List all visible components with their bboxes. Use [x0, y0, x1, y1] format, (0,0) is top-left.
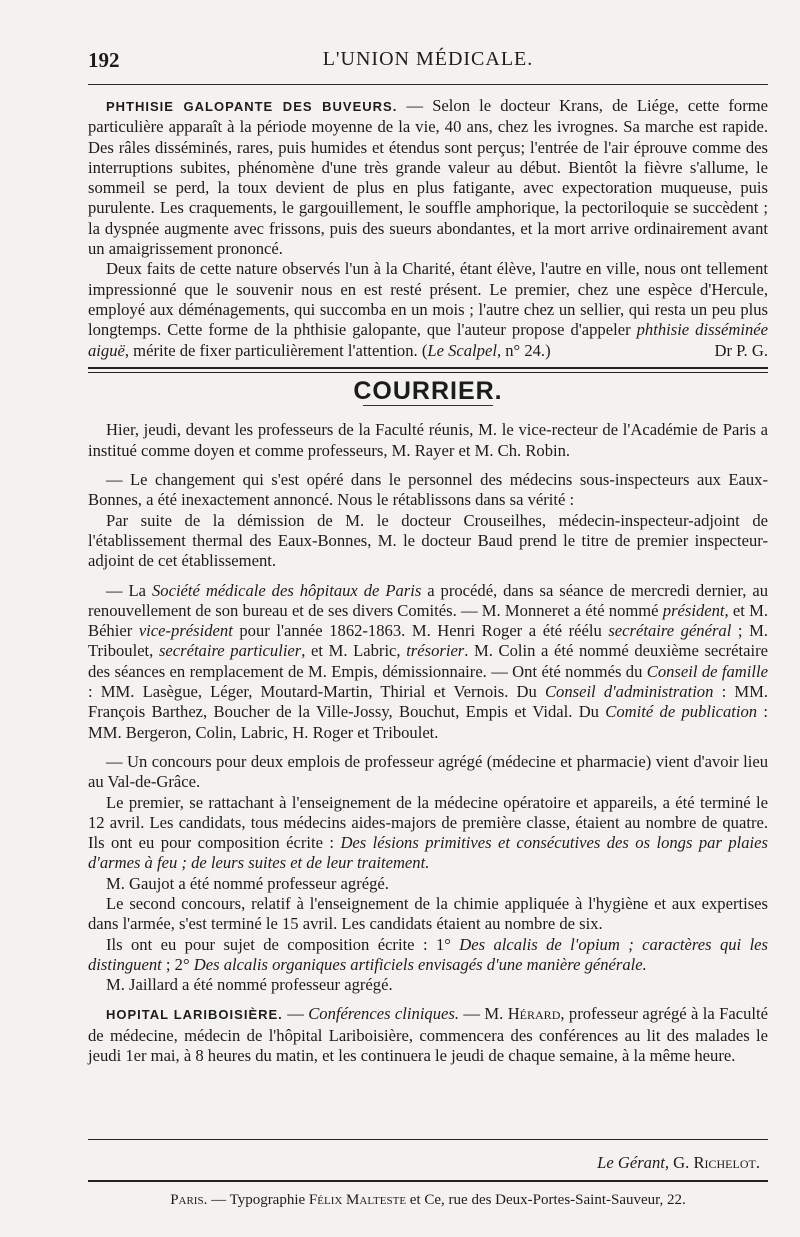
imprint-line: Paris. — Typographie Félix Malteste et Ce, rue des Deux-Portes-Saint-Sauveur, 22.	[170, 1192, 686, 1208]
imprint-rule	[88, 1180, 768, 1182]
courrier-p9: Ils ont eu pour sujet de composition écrite : 1° Des alcalis de l'opium ; caractères qui les distinguent ; 2° Des alcalis organiques artificiels envisagés d'une manière générale.	[88, 934, 769, 974]
courrier-p11: HOPITAL LARIBOISIÈRE. — Conférences cliniques. — M. Hérard, professeur agrégé à la Faculté de médecine, médecin de l'hôpital Lariboisière, commencera des conférences au lit des malades le jeudi 1er mai, à 8 heures du matin, et les continuera le jeudi de chaque semaine, à la même heure.	[88, 1004, 769, 1066]
page-number: 192	[88, 48, 120, 72]
article-heading: PHTHISIE GALOPANTE DES BUVEURS.	[106, 99, 398, 114]
gerant-signature: Le Gérant, G. Richelot.	[597, 1153, 760, 1172]
courrier-p7: M. Gaujot a été nommé professeur agrégé.	[106, 873, 389, 893]
courrier-p6: Le premier, se rattachant à l'enseignement de la médecine opératoire et appareils, a été terminé le 12 avril. Les candidats, tous médecins aides-majors de première classe, étaient au nombre de quatre. Ils ont eu pour composition écrite : Des lésions primitives et consécutives des os longs par plaies d'armes à feu ; de leurs suites et de leur traitement.	[88, 792, 768, 873]
courrier-p8: Le second concours, relatif à l'enseignement de la chimie appliquée à l'hygiène et aux expertises dans l'armée, s'est terminé le 15 avril. Les candidats étaient au nombre de six.	[88, 893, 768, 934]
article-signature: Dr P. G.	[714, 340, 768, 360]
article-phthisie-p2: Deux faits de cette nature observés l'un à la Charité, étant élève, l'autre en ville, nous ont tellement impressionné que le souvenir nous en est resté présent. Le premier, chez une espèce d'Hercule, employé aux déménagements, qui succomba en un mois ; l'autre chez un sellier, qui resta un peu plus longtemps. Cette forme de la phthisie galopante, que l'auteur propose d'appeler phthisie disséminée aiguë, mérite de fixer particulièrement l'attention. (Le Scalpel, n° 24.)	[88, 259, 768, 360]
courrier-p3: Par suite de la démission de M. le docteur Crouseilhes, médecin-inspecteur-adjoint de l'établissement thermal des Eaux-Bonnes, M. le docteur Baud prend le titre de premier inspecteur-adjoint de cet établissement.	[88, 510, 768, 571]
courrier-p2: — Le changement qui s'est opéré dans le personnel des médecins sous-inspecteurs aux Eaux-Bonnes, a été inexactement annoncé. Nous le rétablissons dans sa vérité :	[88, 470, 768, 510]
courrier-p4: — La Société médicale des hôpitaux de Paris a procédé, dans sa séance de mercredi dernier, au renouvellement de son bureau et de ses divers Comités. — M. Monneret a été nommé président, et M. Béhier vice-président pour l'année 1862-1863. M. Henri Roger a été réélu secrétaire général ; M. Triboulet, secrétaire particulier, et M. Labric, trésorier. M. Colin a été nommé deuxième secrétaire des séances en remplacement de M. Empis, démissionnaire. — Ont été nommés du Conseil de famille : MM. Lasègue, Léger, Moutard-Martin, Thirial et Vernois. Du Conseil d'administration : MM. François Barthez, Boucher de la Ville-Jossy, Bouchut, Empis et Vidal. Du Comité de publication : MM. Bergeron, Colin, Labric, H. Roger et Triboulet.	[88, 580, 768, 742]
courrier-p10: M. Jaillard a été nommé professeur agrégé.	[106, 975, 393, 995]
courrier-p1: Hier, jeudi, devant les professeurs de la Faculté réunis, M. le vice-recteur de l'Académie de Paris a institué comme doyen et comme professeurs, M. Rayer et M. Ch. Robin.	[88, 420, 768, 460]
page-header	[88, 48, 768, 82]
journal-title: L'UNION MÉDICALE.	[322, 48, 534, 70]
section-heading-courrier: COURRIER.	[353, 377, 503, 406]
footer-rule	[88, 1139, 768, 1140]
header-rule	[88, 84, 768, 85]
courrier-p5: — Un concours pour deux emplois de professeur agrégé (médecine et pharmacie) vient d'avoir lieu au Val-de-Grâce.	[88, 751, 768, 792]
hopital-heading: HOPITAL LARIBOISIÈRE.	[106, 1007, 283, 1023]
article-phthisie-p1: PHTHISIE GALOPANTE DES BUVEURS. — Selon le docteur Krans, de Liége, cette forme particulière apparaît à la période moyenne de la vie, 40 ans, chez les ivrognes. Sa marche est rapide. Des râles disséminés, rares, puis humides et étendus sont perçus; l'entrée de l'air éprouve comme des interruptions subites, phénomène d'une très grande valeur au début. Bientôt la fièvre s'allume, le sommeil se perd, la toux devient de plus en plus fatigante, avec expectoration muqueuse, puis purulente. Les craquements, le gargouillement, le souffle amphorique, la pectoriloquie se succèdent ; la dyspnée augmente avec frissons, puis des sueurs abondantes, et la mort arrive ordinairement avant un amaigrissement prononcé.	[88, 96, 769, 259]
page-content	[88, 96, 768, 1066]
heading-rule	[363, 405, 493, 406]
section-divider	[88, 367, 768, 373]
